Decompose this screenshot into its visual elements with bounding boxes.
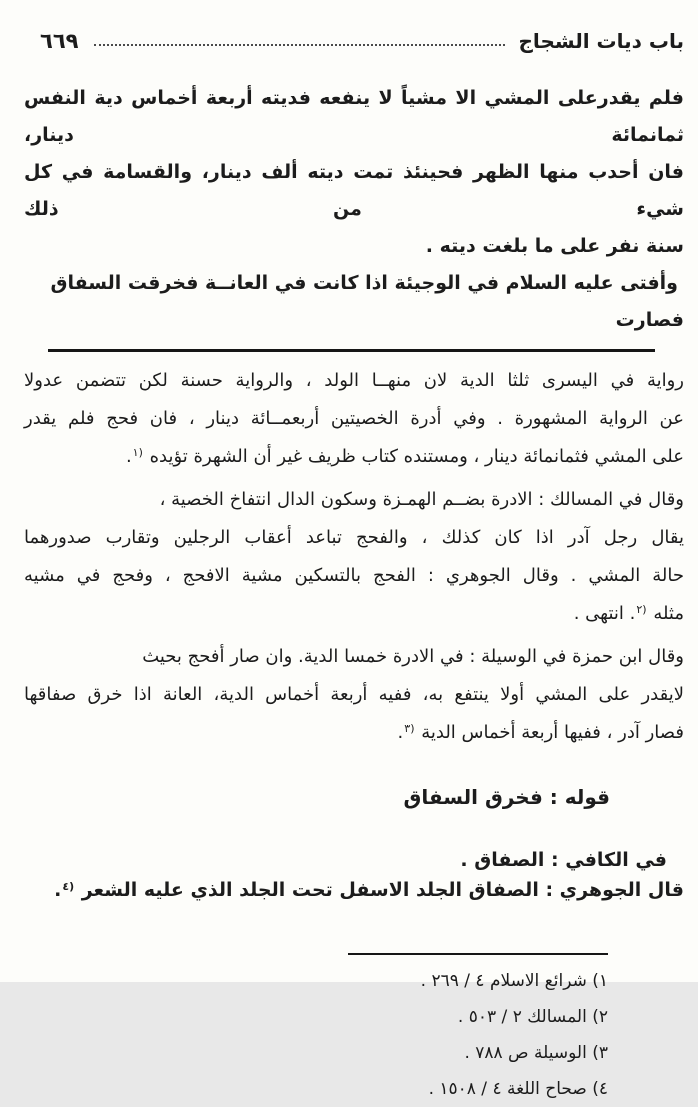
- commentary-paragraph: [24, 481, 684, 633]
- footnote-ref-3: (٣: [404, 722, 415, 735]
- kafi-line: في الكافي : الصفاق .: [460, 849, 667, 871]
- commentary-text: . انتهى .: [573, 603, 636, 624]
- commentary-text: .: [397, 722, 404, 743]
- matn-line: وأفتى عليه السلام في الوجيئة اذا كانت في العانــة فخرقت السفاق فصارت: [50, 272, 684, 331]
- footnote-ref-1: (١: [132, 446, 143, 459]
- matn-line: فلم يقدرعلى المشي الا مشياً لا ينفعه فديته أربعة أخماس دية النفس ثمانمائة دينار،: [24, 87, 684, 146]
- page-number: ٦٦٩: [40, 29, 79, 53]
- footnote-item: ٢) المسالك ٢ / ٥٠٣ .: [457, 1007, 608, 1027]
- chapter-title: باب ديات الشجاج: [518, 29, 684, 53]
- section-heading: قوله : فخرق السفاق: [403, 785, 610, 809]
- jawhari-text: قال الجوهري : الصفاق الجلد الاسفل تحت الجلد الذي عليه الشعر: [75, 879, 684, 901]
- jawhari-line: [24, 875, 684, 905]
- footnote-ref-2: (٢: [636, 603, 647, 616]
- footnote-ref-4: (٤: [62, 880, 75, 893]
- footnote-separator: [348, 953, 608, 955]
- commentary-line: [24, 438, 684, 476]
- footnote-item: ٤) صحاح اللغة ٤ / ١٥٠٨ .: [428, 1079, 608, 1099]
- commentary-line: حالة المشي . وقال الجوهري : الفحج بالتسكين مشية الافحج ، وفحج في مشيه: [24, 565, 684, 586]
- commentary-separator: [48, 349, 655, 352]
- jawhari-text: .: [54, 879, 62, 901]
- commentary-line: لايقدر على المشي أولا ينتفع به، ففيه أربعة أخماس الدية، العانة اذا خرق صفاقها: [24, 684, 684, 705]
- matn-line: سنة نفر على ما بلغت ديته .: [425, 235, 684, 257]
- matn-section: [24, 80, 684, 339]
- footnotes-list: [24, 963, 608, 1107]
- commentary-paragraph: [24, 362, 684, 476]
- matn-line: فان أحدب منها الظهر فحينئذ تمت ديته ألف دينار، والقسامة في كل شيء من ذلك: [24, 161, 684, 220]
- commentary-line: [24, 714, 684, 752]
- commentary-line: يقال رجل آدر اذا كان كذلك ، والفحج تباعد أعقاب الرجلين وتقارب صدورهما: [24, 527, 684, 548]
- dotted-leader: [94, 44, 504, 46]
- commentary-line: رواية في اليسرى ثلثا الدية لان منهــا الولد ، والرواية حسنة لكن تتضمن عدولا: [24, 370, 684, 391]
- commentary-text: فصار آدر ، ففيها أربعة أخماس الدية: [415, 722, 684, 743]
- commentary-text: على المشي فثمانمائة دينار ، ومستنده كتاب ظريف غير أن الشهرة تؤيده: [143, 446, 684, 467]
- commentary-section: [24, 362, 684, 752]
- page-header: [24, 22, 684, 60]
- footnote-item: ١) شرائع الاسلام ٤ / ٢٦٩ .: [420, 971, 608, 991]
- footnote-item: ٣) الوسيلة ص ٧٨٨ .: [464, 1043, 608, 1063]
- commentary-line: وقال في المسالك : الادرة بضــم الهمـزة وسكون الدال انتفاخ الخصية ،: [159, 489, 684, 510]
- commentary-text: مثله: [647, 603, 684, 624]
- commentary-line: عن الرواية المشهورة . وفي أدرة الخصيتين أربعمــائة دينار ، فان فحج فلم يقدر: [24, 408, 684, 429]
- commentary-line: وقال ابن حمزة في الوسيلة : في الادرة خمسا الدية. وان صار أفحج بحيث: [142, 646, 684, 667]
- commentary-paragraph: [24, 638, 684, 752]
- commentary-line: [24, 595, 684, 633]
- commentary-text: .: [125, 446, 132, 467]
